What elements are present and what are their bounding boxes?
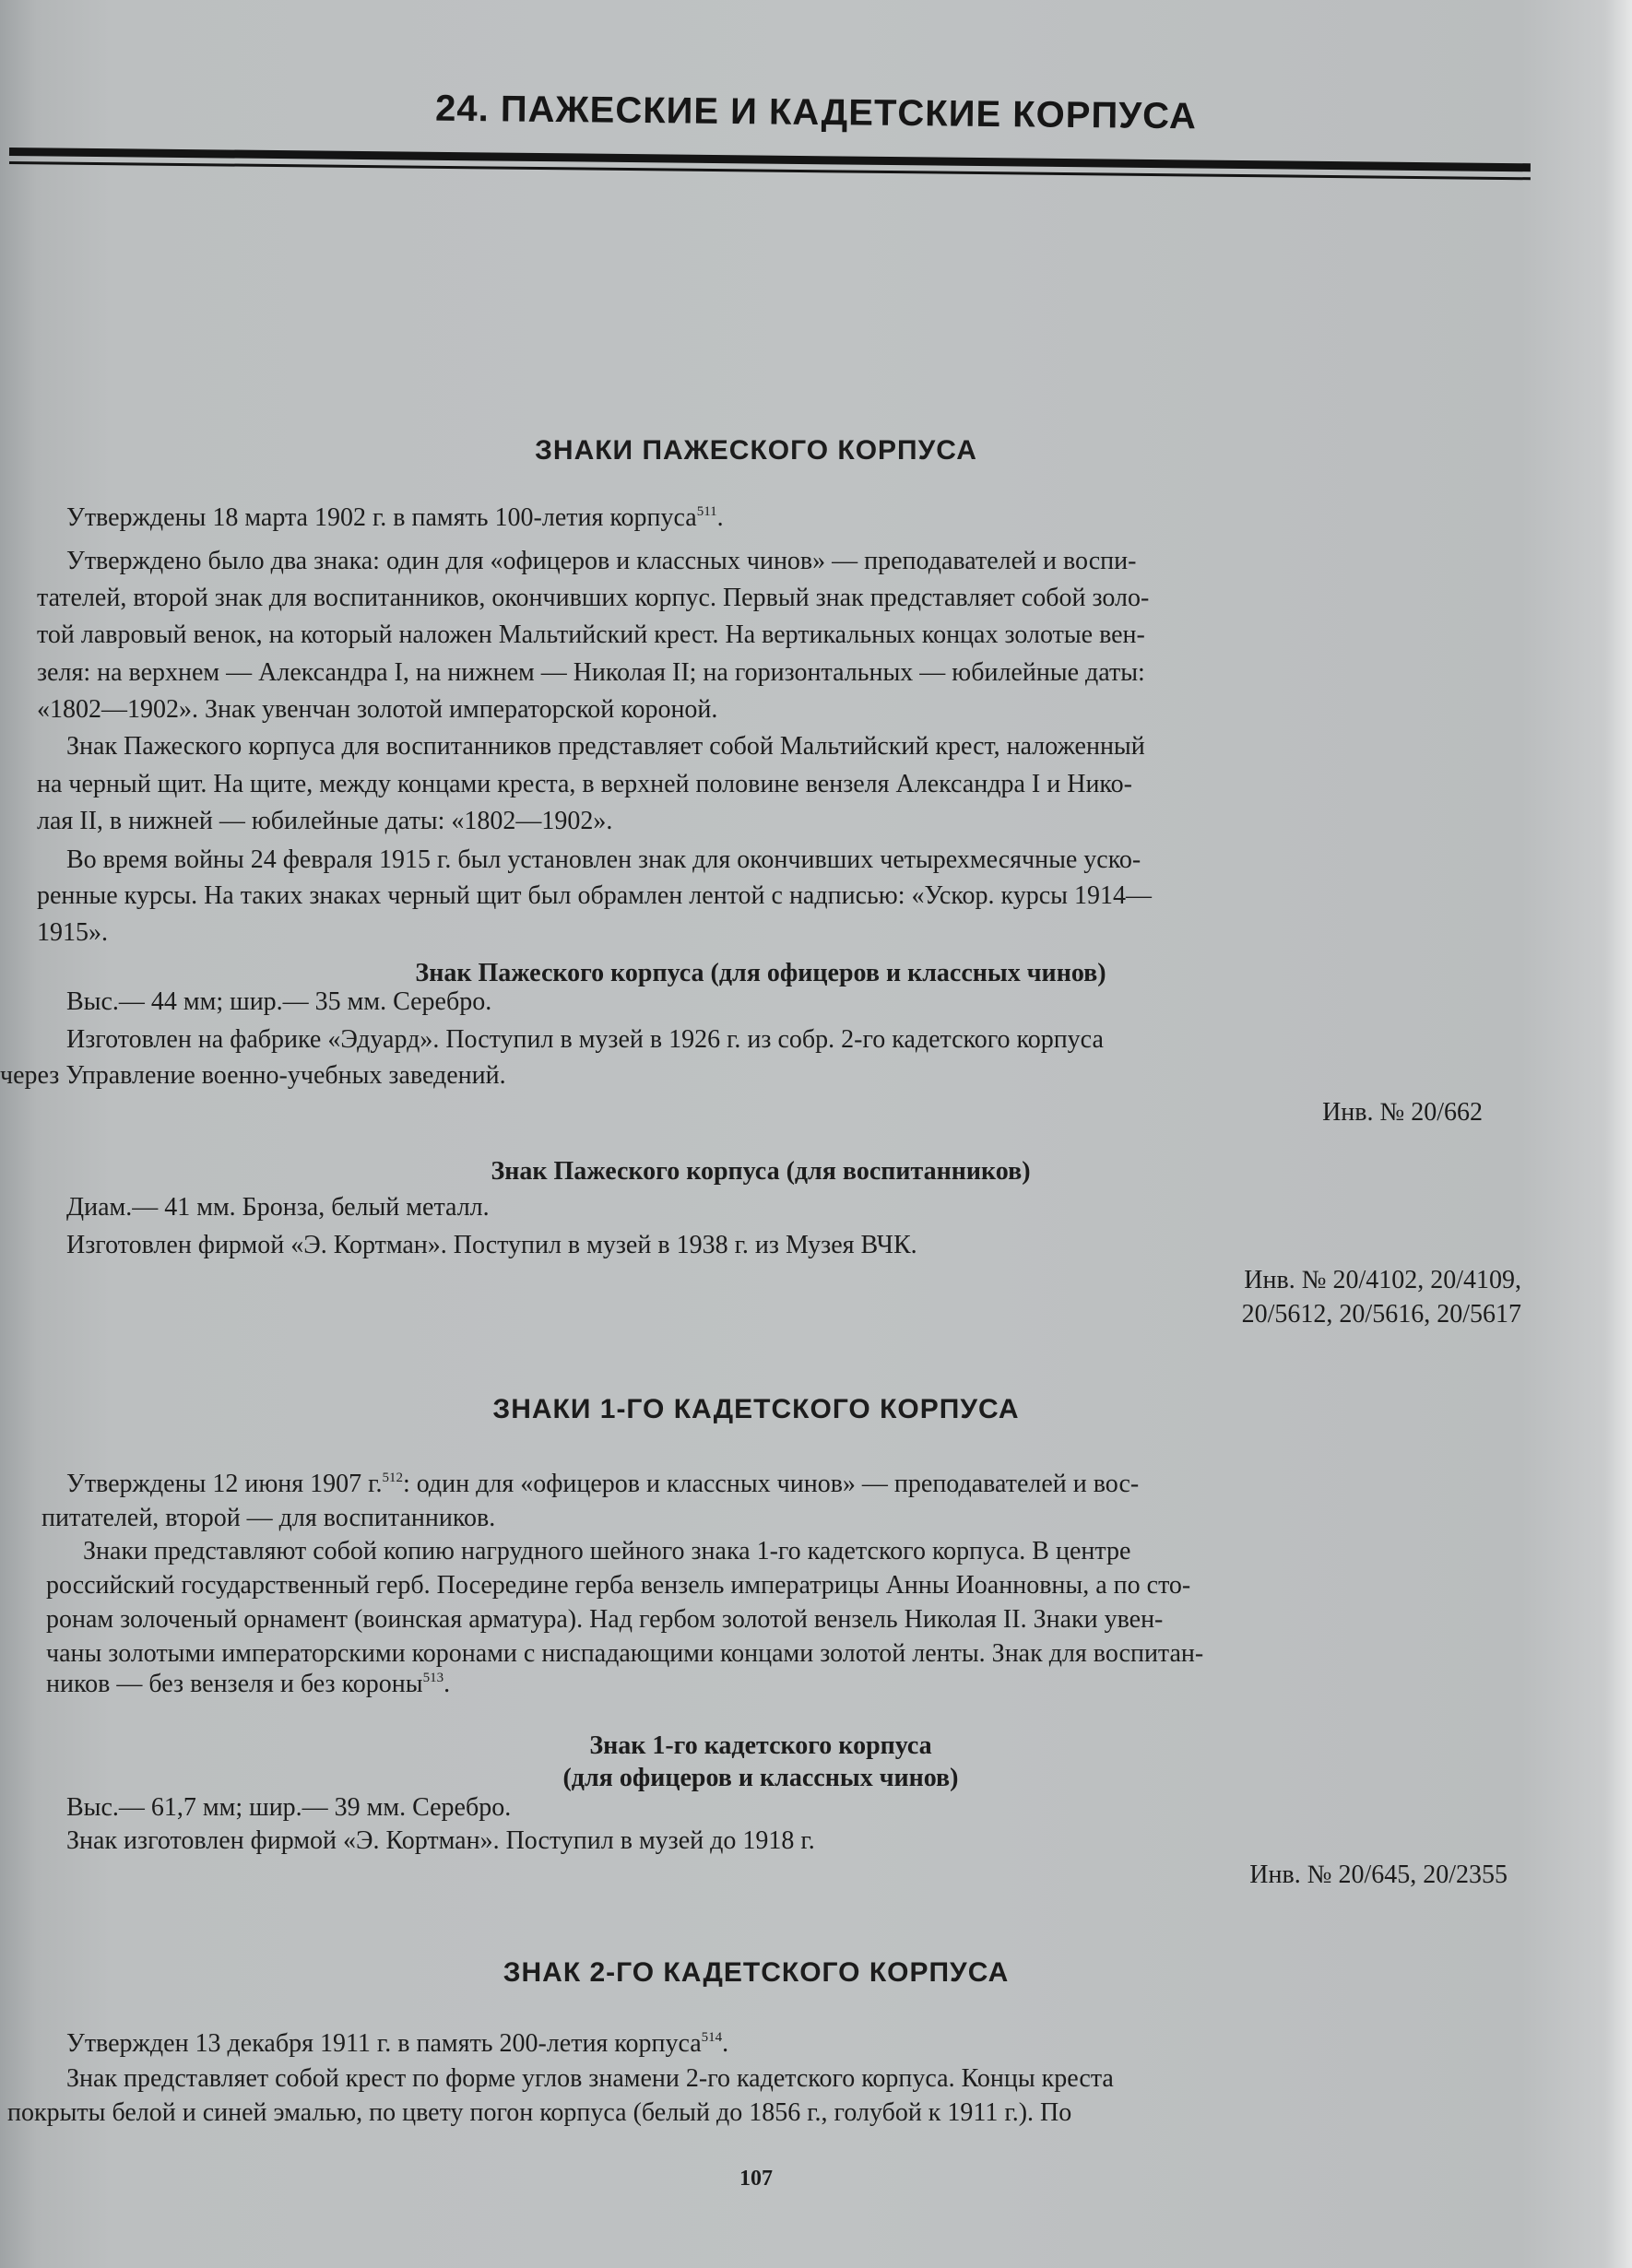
paragraph-line: «1802—1902». Знак увенчан золотой императорской короной.	[37, 695, 718, 724]
section-heading-pages-corps: ЗНАКИ ПАЖЕСКОГО КОРПУСА	[535, 435, 977, 466]
paragraph-line: лая II, в нижней — юбилейные даты: «1802—1902».	[37, 807, 613, 835]
paragraph-line: Утверждено было два знака: один для «офицеров и классных чинов» — преподавателей и воспи-	[66, 547, 1137, 575]
paragraph-line: ников — без вензеля и без короны$^{513}$.	[46, 1670, 451, 1698]
item-provenance: Изготовлен на фабрике «Эдуард». Поступил в музей в 1926 г. из собр. 2-го кадетского корпуса	[66, 1025, 1104, 1054]
inventory-number: Инв. № 20/662	[1322, 1098, 1483, 1127]
footnote-ref: 511	[696, 504, 717, 519]
chapter-title: 24. ПАЖЕСКИЕ И КАДЕТСКИЕ КОРПУСА	[434, 88, 1198, 137]
item-provenance: Изготовлен фирмой «Э. Кортман». Поступил в музей в 1938 г. из Музея ВЧК.	[66, 1231, 917, 1259]
paragraph-line: тателей, второй знак для воспитанников, окончивших корпус. Первый знак представляет собой золо-	[37, 584, 1150, 612]
paragraph-line: Утвержден 13 декабря 1911 г. в память 200-летия корпуса$^{514}$.	[66, 2029, 729, 2058]
item-dimensions: Выс.— 44 мм; шир.— 35 мм. Серебро.	[66, 987, 492, 1016]
item-provenance: Знак изготовлен фирмой «Э. Кортман». Поступил в музей до 1918 г.	[66, 1826, 815, 1855]
paragraph-line: Во время войны 24 февраля 1915 г. был установлен знак для окончивших четырехмесячные уско-	[66, 845, 1141, 874]
paragraph-line: ронам золоченый орнамент (воинская арматура). Над гербом золотой вензель Николая II. Знаки увен-	[46, 1605, 1164, 1634]
paragraph-line: Знаки представляют собой копию нагрудного шейного знака 1-го кадетского корпуса. В центре	[83, 1537, 1131, 1565]
paragraph-line: чаны золотыми императорскими коронами с ниспадающими концами золотой ленты. Знак для воспитан-	[46, 1639, 1204, 1668]
item-provenance: через Управление военно-учебных заведений.	[0, 1061, 506, 1090]
paragraph-line: российский государственный герб. Посередине герба вензель императрицы Анны Иоанновны, а по сто-	[46, 1571, 1191, 1600]
inventory-number: Инв. № 20/4102, 20/4109,	[1244, 1266, 1521, 1294]
item-subtitle: (для офицеров и классных чинов)	[562, 1764, 959, 1792]
paragraph-line: на черный щит. На щите, между концами креста, в верхней половине вензеля Александра I и Нико-	[37, 770, 1132, 798]
footnote-ref: 514	[701, 2030, 723, 2045]
paragraph-line: 1915».	[37, 918, 108, 947]
paragraph-line: той лавровый венок, на который наложен Мальтийский крест. На вертикальных концах золотые вен-	[37, 620, 1145, 649]
item-dimensions: Диам.— 41 мм. Бронза, белый металл.	[66, 1193, 490, 1222]
paragraph-line: покрыты белой и синей эмалью, по цвету погон корпуса (белый до 1856 г., голубой к 1911 г.). По	[7, 2098, 1072, 2127]
footnote-ref: 513	[422, 1671, 444, 1685]
item-title: Знак Пажеского корпуса (для офицеров и классных чинов)	[415, 959, 1106, 987]
item-title: Знак Пажеского корпуса (для воспитанников)	[491, 1157, 1031, 1186]
paragraph-line: Знак представляет собой крест по форме углов знамени 2-го кадетского корпуса. Концы креста	[66, 2064, 1114, 2093]
paragraph-line: Утверждены 12 июня 1907 г.$^{512}$: один для «офицеров и классных чинов» — преподавателей и вос-	[66, 1470, 1140, 1498]
item-title: Знак 1-го кадетского корпуса	[589, 1731, 932, 1760]
paragraph-line: питателей, второй — для воспитанников.	[41, 1504, 496, 1532]
paragraph-line: ренные курсы. На таких знаках черный щит был обрамлен лентой с надписью: «Ускор. курсы 1914—	[37, 881, 1152, 910]
inventory-number: 20/5612, 20/5616, 20/5617	[1241, 1300, 1521, 1329]
page-number: 107	[739, 2167, 773, 2191]
paragraph-line: зеля: на верхнем — Александра I, на нижнем — Николая II; на горизонтальных — юбилейные даты:	[37, 658, 1145, 687]
paragraph-line: Утверждены 18 марта 1902 г. в память 100-летия корпуса$^{511}$.	[66, 503, 724, 532]
paragraph-line: Знак Пажеского корпуса для воспитанников представляет собой Мальтийский крест, наложенный	[66, 732, 1145, 761]
footnote-ref: 512	[382, 1471, 403, 1485]
item-dimensions: Выс.— 61,7 мм; шир.— 39 мм. Серебро.	[66, 1793, 512, 1822]
section-heading-first-cadet-corps: ЗНАКИ 1-ГО КАДЕТСКОГО КОРПУСА	[492, 1394, 1020, 1424]
inventory-number: Инв. № 20/645, 20/2355	[1249, 1860, 1508, 1889]
chapter-rule-thick	[9, 148, 1531, 171]
section-heading-second-cadet-corps: ЗНАК 2-ГО КАДЕТСКОГО КОРПУСА	[503, 1957, 1010, 1988]
